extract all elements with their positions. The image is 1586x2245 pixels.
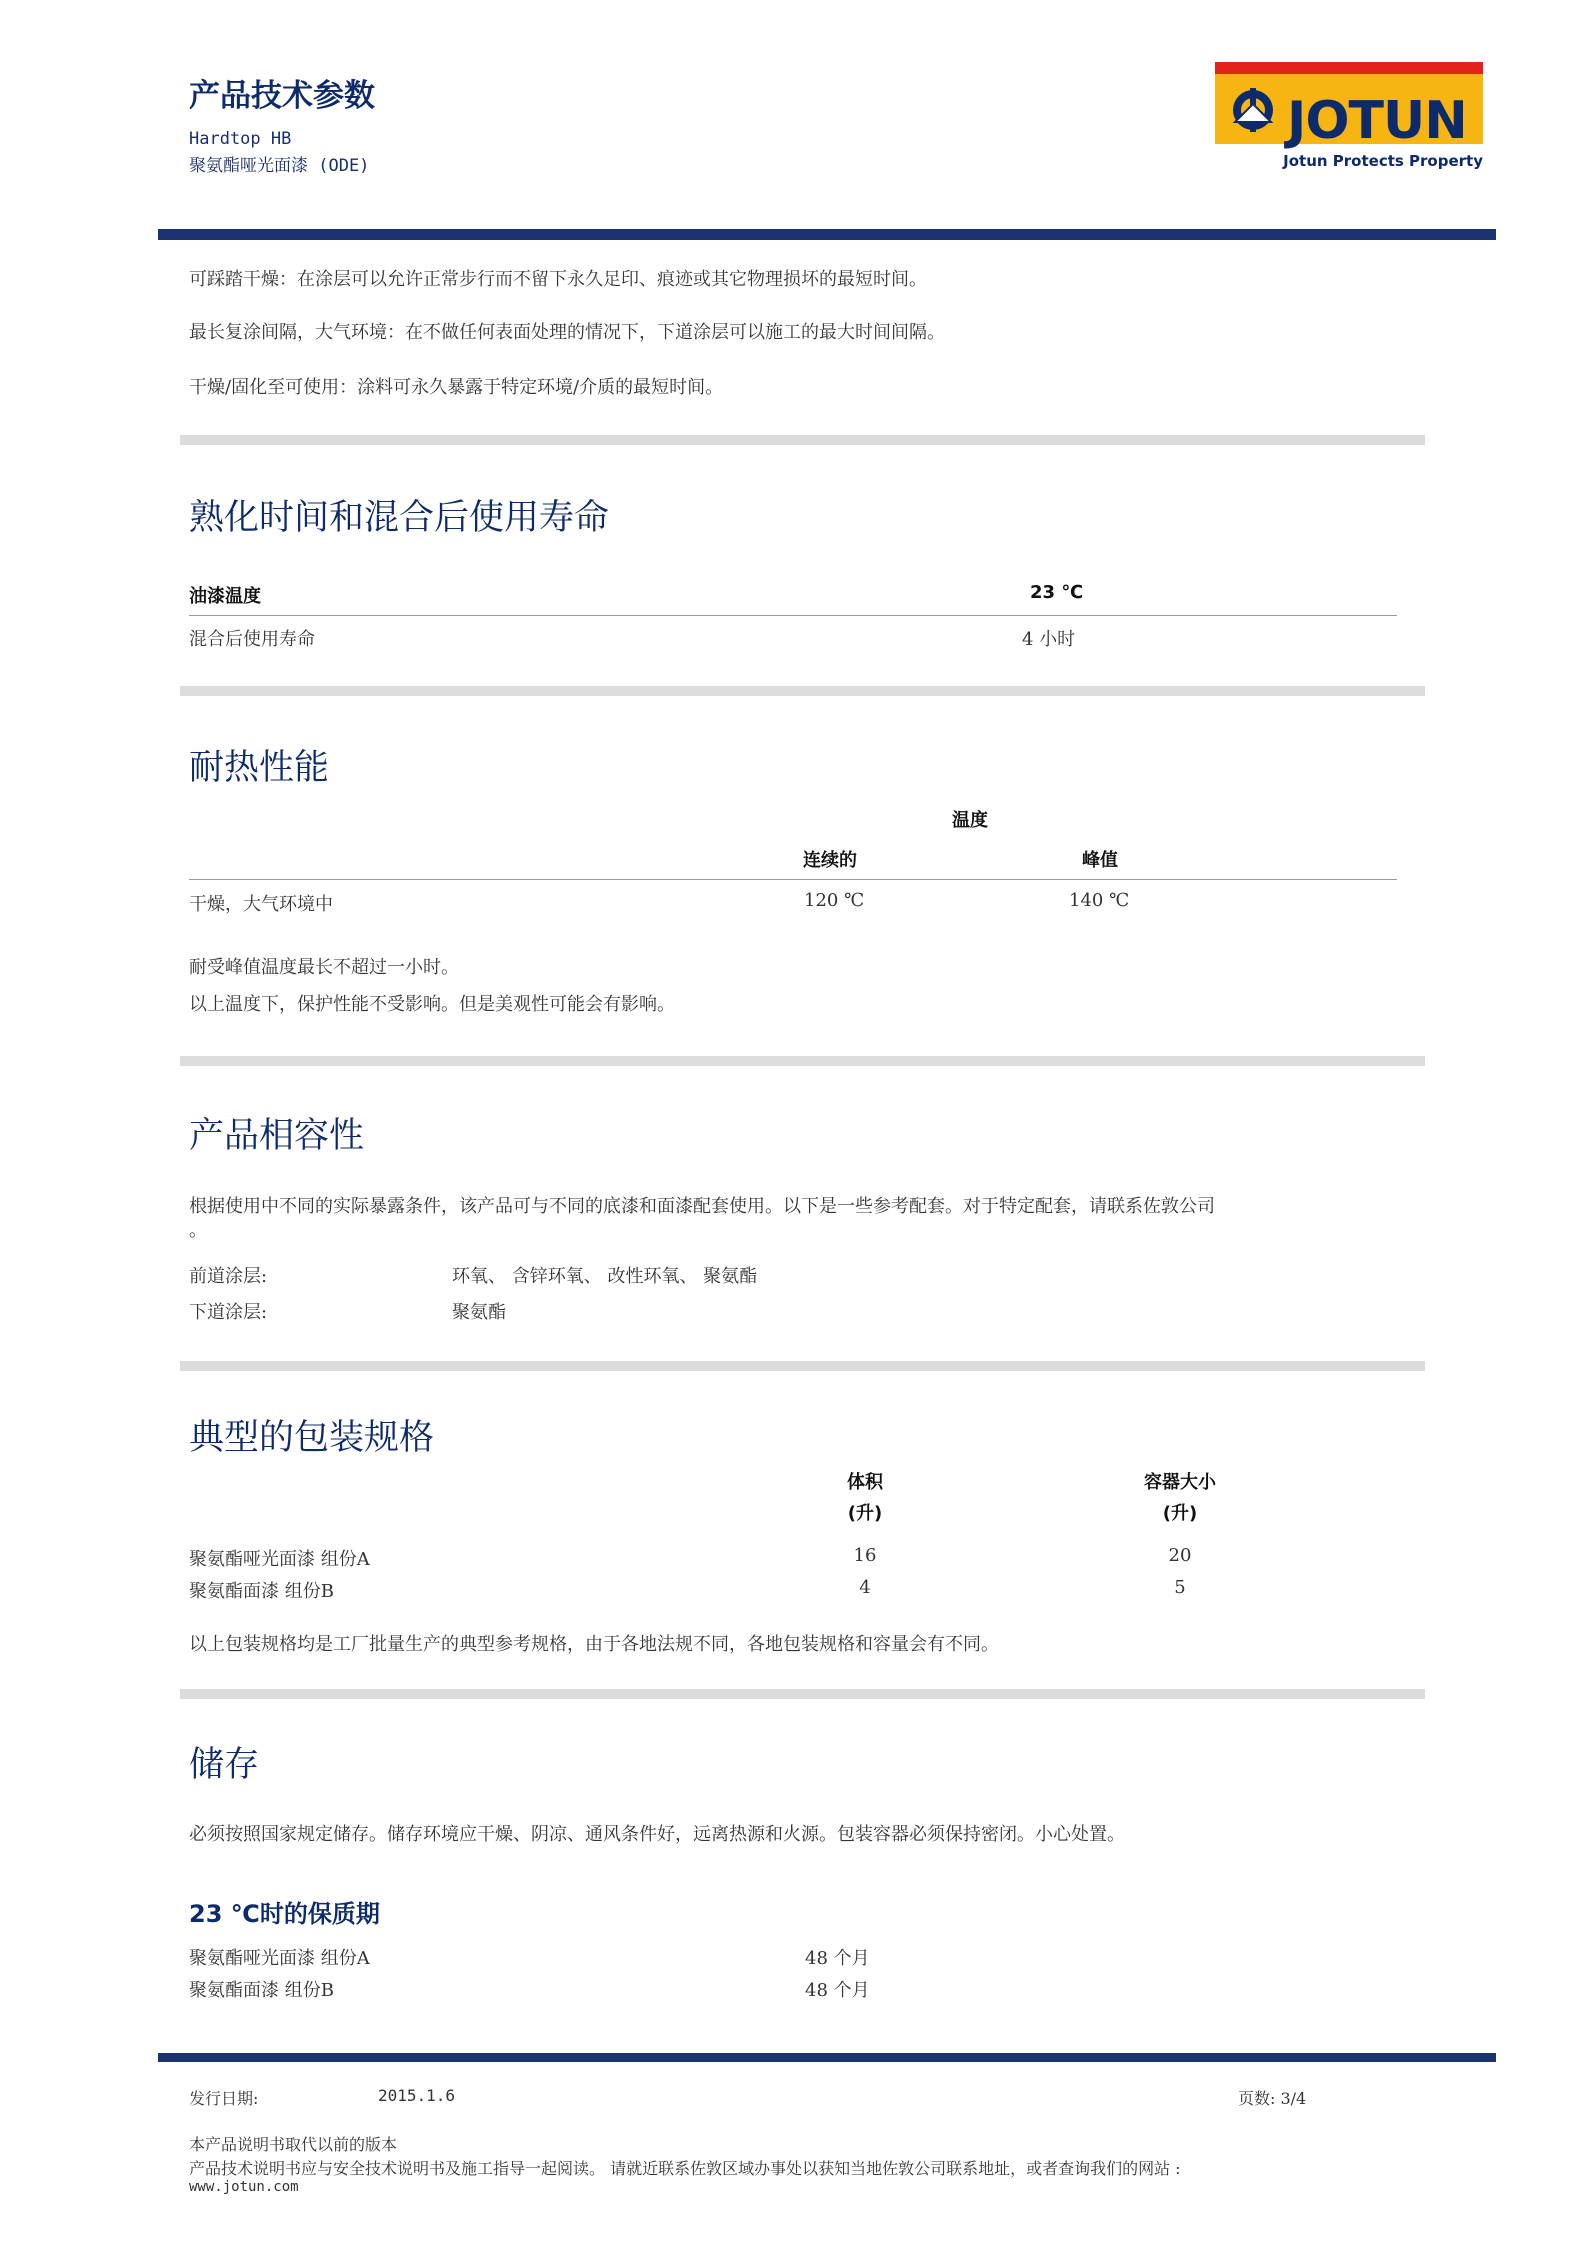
section-heading-compatibility: 产品相容性 bbox=[189, 1116, 365, 1156]
pot-life-row-value: 4 小时 bbox=[1022, 629, 1076, 650]
definition-dry-to-service: 干燥/固化至可使用：涂料可永久暴露于特定环境/介质的最短时间。 bbox=[189, 377, 724, 398]
definition-max-recoat: 最长复涂间隔，大气环境：在不做任何表面处理的情况下，下道涂层可以施工的最大时间间隔。 bbox=[189, 322, 945, 343]
compat-paragraph-end: 。 bbox=[189, 1220, 207, 1241]
table-rule bbox=[189, 879, 1397, 880]
heat-col-peak: 峰值 bbox=[1082, 850, 1118, 871]
header-rule bbox=[158, 229, 1496, 240]
shelf-row-name: 聚氨酯面漆 组份B bbox=[189, 1980, 334, 2001]
compat-next-value: 聚氨酯 bbox=[452, 1302, 506, 1323]
pack-col-volume: 体积 bbox=[847, 1472, 883, 1493]
logo-red-bar bbox=[1215, 62, 1483, 74]
pack-row-volume: 4 bbox=[859, 1577, 871, 1598]
section-heading-packaging: 典型的包装规格 bbox=[189, 1418, 435, 1458]
section-divider bbox=[180, 1056, 1425, 1066]
shelf-life-heading: 23 ℃时的保质期 bbox=[189, 1900, 380, 1928]
pot-life-row-label: 混合后使用寿命 bbox=[189, 629, 315, 650]
footer-supersedes: 本产品说明书取代以前的版本 bbox=[189, 2135, 398, 2154]
compat-prev-label: 前道涂层: bbox=[189, 1266, 268, 1287]
section-divider bbox=[180, 686, 1425, 696]
pot-life-col-label: 油漆温度 bbox=[189, 586, 261, 607]
pack-row-container: 20 bbox=[1168, 1545, 1192, 1566]
storage-paragraph: 必须按照国家规定储存。储存环境应干燥、阴凉、通风条件好，远离热源和火源。包装容器必须保持密闭。小心处置。 bbox=[189, 1824, 1125, 1845]
pack-col-volume-unit: (升) bbox=[847, 1503, 883, 1524]
footer-rule bbox=[158, 2053, 1496, 2062]
jotun-logo bbox=[1215, 62, 1483, 172]
heat-note-1: 耐受峰值温度最长不超过一小时。 bbox=[189, 957, 459, 978]
logo-tagline: Jotun Protects Property bbox=[1283, 152, 1483, 170]
footer-disclaimer: 产品技术说明书应与安全技术说明书及施工指导一起阅读。 请就近联系佐敦区域办事处以获知当地佐敦公司联系地址，或者查询我们的网站 : bbox=[189, 2159, 1181, 2178]
shelf-row-value: 48 个月 bbox=[805, 1980, 870, 2001]
heat-col-continuous: 连续的 bbox=[803, 850, 857, 871]
pack-row-container: 5 bbox=[1174, 1577, 1186, 1598]
product-subtitle: 聚氨酯哑光面漆 (ODE) bbox=[189, 156, 370, 176]
jotun-emblem-icon bbox=[1225, 82, 1281, 138]
heat-row-label: 干燥，大气环境中 bbox=[189, 894, 333, 915]
compat-paragraph: 根据使用中不同的实际暴露条件，该产品可与不同的底漆和面漆配套使用。以下是一些参考配套。对于特定配套，请联系佐敦公司 bbox=[189, 1196, 1215, 1217]
heat-group-header: 温度 bbox=[952, 810, 988, 831]
pack-row-name: 聚氨酯哑光面漆 组份A bbox=[189, 1549, 370, 1570]
section-divider bbox=[180, 1361, 1425, 1371]
compat-prev-value: 环氧、 含锌环氧、 改性环氧、 聚氨酯 bbox=[452, 1266, 758, 1287]
page-number: 页数: 3/4 bbox=[1238, 2089, 1307, 2108]
issue-date-label: 发行日期: bbox=[189, 2089, 259, 2108]
logo-wordmark: JOTUN bbox=[1287, 91, 1467, 151]
heat-row-continuous: 120 ℃ bbox=[804, 890, 865, 911]
section-heading-pot-life: 熟化时间和混合后使用寿命 bbox=[189, 498, 610, 538]
pack-note: 以上包装规格均是工厂批量生产的典型参考规格，由于各地法规不同，各地包装规格和容量会有不同。 bbox=[189, 1634, 999, 1655]
pack-row-name: 聚氨酯面漆 组份B bbox=[189, 1581, 334, 1602]
table-rule bbox=[189, 615, 1397, 616]
pack-row-volume: 16 bbox=[853, 1545, 877, 1566]
heat-row-peak: 140 ℃ bbox=[1069, 890, 1130, 911]
pack-col-container: 容器大小 bbox=[1144, 1472, 1216, 1493]
logo-yellow-box bbox=[1215, 74, 1483, 151]
compat-next-label: 下道涂层: bbox=[189, 1302, 268, 1323]
product-name: Hardtop HB bbox=[189, 129, 292, 149]
heat-note-2: 以上温度下，保护性能不受影响。但是美观性可能会有影响。 bbox=[189, 994, 675, 1015]
pot-life-col-value: 23 ℃ bbox=[1030, 582, 1084, 603]
footer-website-link[interactable]: www.jotun.com bbox=[189, 2179, 299, 2195]
section-divider bbox=[180, 435, 1425, 445]
section-heading-storage: 储存 bbox=[189, 1745, 260, 1785]
shelf-row-name: 聚氨酯哑光面漆 组份A bbox=[189, 1948, 370, 1969]
page-title: 产品技术参数 bbox=[189, 78, 375, 114]
definition-walk-on-dry: 可踩踏干燥：在涂层可以允许正常步行而不留下永久足印、痕迹或其它物理损坏的最短时间。 bbox=[189, 269, 927, 290]
issue-date: 2015.1.6 bbox=[378, 2086, 456, 2105]
shelf-row-value: 48 个月 bbox=[805, 1948, 870, 1969]
pack-col-container-unit: (升) bbox=[1162, 1503, 1198, 1524]
section-divider bbox=[180, 1689, 1425, 1699]
section-heading-heat: 耐热性能 bbox=[189, 748, 330, 788]
